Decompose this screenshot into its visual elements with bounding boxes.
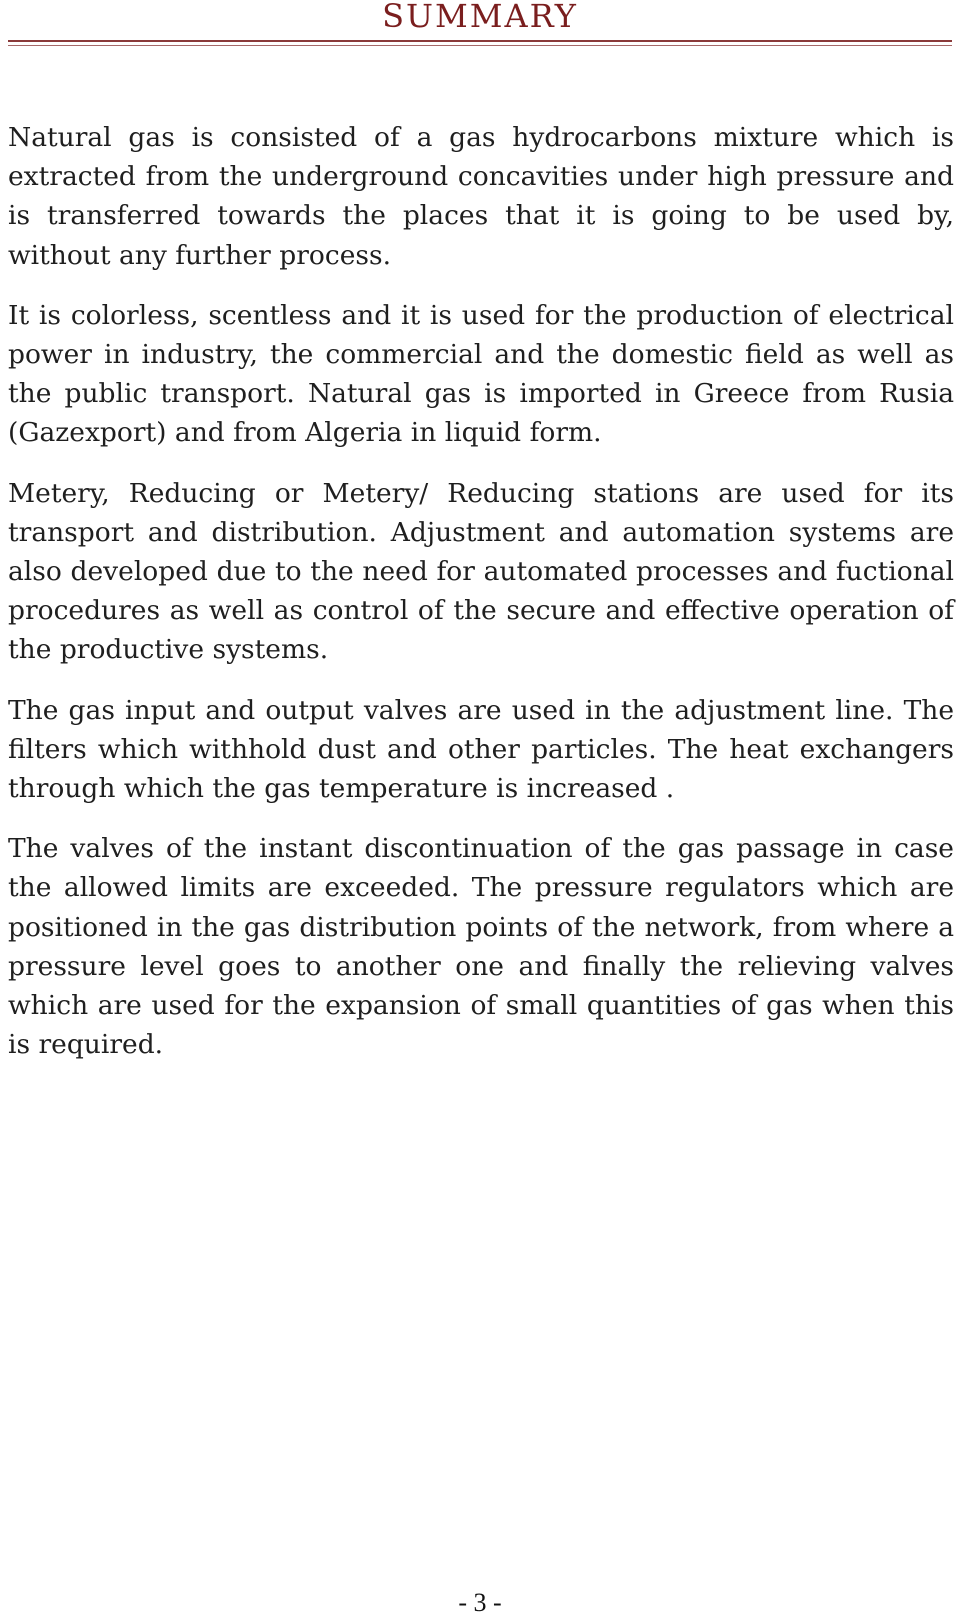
page-header — [0, 0, 960, 46]
page-number: - 3 - — [458, 1588, 502, 1617]
summary-body — [8, 118, 954, 1085]
paragraph-natural-gas-definition: Natural gas is consisted of a gas hydrocarbons mixture which is extracted from the underground concavities under high pressure and is transferred towards the places that it is going to be used by, without any further process. — [8, 122, 954, 271]
paragraph-stations-and-automation: Metery, Reducing or Metery/ Reducing stations are used for its transport and distribution. Adjustment and automation systems are also developed due to the need for automated processes and fuctional procedures as well as control of the secure and effective operation of the productive systems. — [8, 477, 954, 666]
paragraph-properties-and-import: It is colorless, scentless and it is used for the production of electrical power in industry, the commercial and the domestic field as well as the public transport. Natural gas is imported in Greece from Rusia (Gazexport) and from Algeria in liquid form. — [8, 299, 954, 449]
paragraph-valves-and-regulators: The valves of the instant discontinuation of the gas passage in case the allowed limits are exceeded. The pressure regulators which are positioned in the gas distribution points of the network, from where a pressure level goes to another one and finally the relieving valves which are used for the expansion of small quantities of gas when this is required. — [8, 833, 954, 1061]
header-rule — [8, 40, 952, 42]
paragraph-adjustment-line: The gas input and output valves are used in the adjustment line. The filters which withhold dust and other particles. The heat exchangers through which the gas temperature is increased . — [8, 694, 954, 805]
header-rule-secondary — [8, 45, 952, 46]
page-title: SUMMARY — [382, 0, 578, 35]
